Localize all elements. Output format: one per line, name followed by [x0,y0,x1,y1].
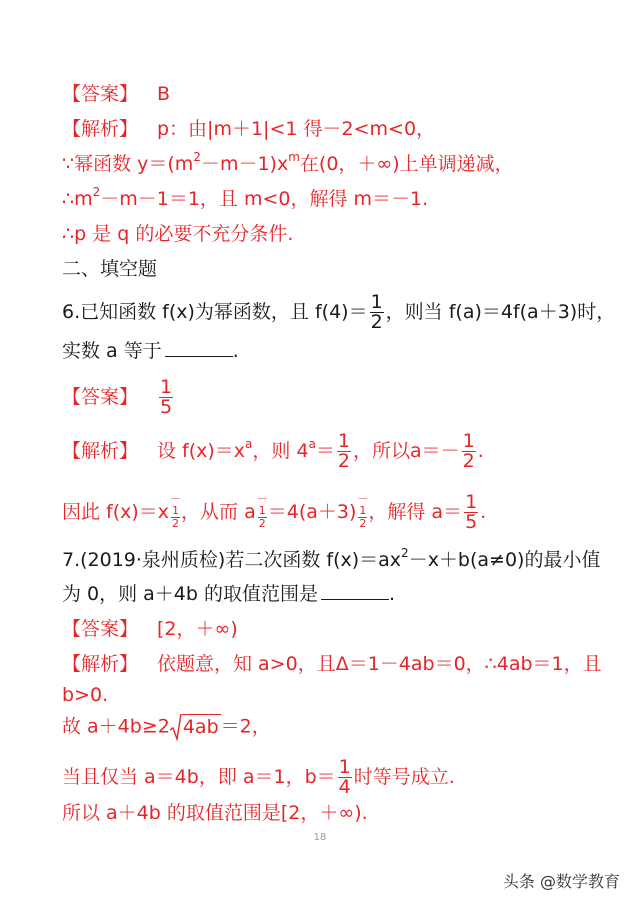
text: . [480,501,487,523]
analysis-tag: 【解析】 [62,118,139,140]
numerator: 1 [338,756,351,778]
denominator: 2 [462,450,475,472]
fraction [464,493,478,532]
answer-blank[interactable] [321,583,389,600]
numerator: 1 [462,430,475,452]
text: ＝2， [220,715,271,738]
answer-line-q5 [62,82,170,106]
analysis-line-2 [62,152,514,176]
numerator: 1 [370,291,383,313]
analysis-tag: 【解析】 [62,440,139,462]
text: 7.(2019·泉州质检)若二次函数 f(x)＝ax [62,549,402,571]
superscript: a [308,437,316,451]
text: －x＋b(a≠0)的最小值 [408,549,601,571]
question-6-stem-2 [62,339,239,363]
analysis-q6-line-2 [62,493,486,532]
exp-sign: － [256,492,268,505]
answer-fraction [159,378,173,417]
square-root [170,713,221,741]
text: ，则当 f(a)＝4f(a＋3)时， [385,301,616,323]
page-number: 18 [313,832,327,843]
analysis-line-4 [62,222,293,246]
text: 为 0，则 a＋4b 的取值范围是 [62,583,318,605]
text: ∵幂函数 y＝(m [62,153,194,175]
analysis-tag: 【解析】 [62,653,139,675]
text: 实数 a 等于 [62,340,162,362]
question-7-stem [62,548,600,572]
text: 故 a＋4b≥2 [62,715,170,738]
analysis-q7-line-1 [62,652,602,676]
text: 因此 f(x)＝x [62,501,170,523]
analysis-q6-line-1 [62,432,484,471]
denominator: 2 [370,311,383,333]
text: 当且仅当 a＝4b，即 a＝1，b＝ [62,766,336,788]
answer-line-q7 [62,617,238,641]
superscript: m [288,150,300,164]
answer-tag: 【答案】 [62,618,139,640]
answer-blank[interactable] [165,340,233,357]
exponent-fraction [257,493,268,530]
numerator: 1 [359,504,367,517]
text: ＝ [315,440,335,462]
radical-sign [170,713,182,741]
analysis-line-1 [62,117,435,141]
text: . [232,340,239,362]
text: ，则 4 [252,440,309,462]
analysis-q7-line-3 [62,713,271,741]
text: . [389,583,396,605]
answer-line-q6 [62,378,175,417]
exp-sign: － [357,492,369,505]
denominator: 4 [338,776,351,798]
denominator: 2 [359,517,367,530]
exponent-fraction [170,493,181,530]
text: 依题意，知 a>0，且Δ＝1－4ab＝0，∴4ab＝1，且 [157,653,602,675]
fraction [462,432,476,471]
denominator: 2 [337,450,351,472]
analysis-q7-line-2 [62,683,108,707]
superscript: a [245,437,253,451]
text: ∴m [62,188,93,210]
text: . [477,440,484,462]
exponent-fraction [357,493,368,530]
text: 设 f(x)＝x [157,440,246,462]
numerator: 1 [160,376,173,398]
fraction [337,432,351,471]
numerator: 1 [465,491,478,513]
denominator: 2 [172,517,180,530]
analysis-q7-line-5 [62,801,368,825]
superscript: 2 [193,150,201,164]
fraction [338,758,352,797]
answer-value: [2，＋∞) [157,618,238,640]
answer-tag: 【答案】 [62,386,139,408]
question-6-stem [62,293,615,332]
text: ，所以a＝－ [353,440,460,462]
exp-sign: － [170,492,182,505]
section-title-text: 二、填空题 [62,258,158,280]
numerator: 1 [337,430,351,452]
superscript: 2 [92,185,101,199]
watermark: 头条 @数学教育 [502,872,620,891]
fraction [370,293,384,332]
answer-tag: 【答案】 [62,83,139,105]
radicand: 4ab [182,715,219,738]
question-7-stem-2 [62,582,395,606]
text: 所以 a＋4b 的取值范围是[2，＋∞). [62,802,368,824]
text: －m－1＝1，且 m<0，解得 m＝－1. [100,188,429,210]
superscript: 2 [401,546,409,560]
denominator: 5 [160,396,173,418]
analysis-q7-line-4 [62,758,455,797]
text: 时等号成立. [353,766,455,788]
text: 在(0，＋∞)上单调递减， [299,153,514,175]
text: ，从而 a [181,501,256,523]
text: 6.已知函数 f(x)为幂函数，且 f(4)＝ [62,301,368,323]
analysis-text: p：由|m＋1|<1 得－2<m<0， [157,118,436,140]
text: －m－1)x [200,153,289,175]
numerator: 1 [172,504,180,517]
text: ＝4(a＋3) [267,501,357,523]
answer-value: B [157,83,171,105]
text: ∴p 是 q 的必要不充分条件. [62,223,294,245]
section-title [62,257,157,281]
denominator: 5 [465,511,478,533]
denominator: 2 [258,517,266,530]
text: ，解得 a＝ [368,501,463,523]
text: b>0. [62,684,109,706]
numerator: 1 [258,504,266,517]
analysis-line-3 [62,187,428,211]
